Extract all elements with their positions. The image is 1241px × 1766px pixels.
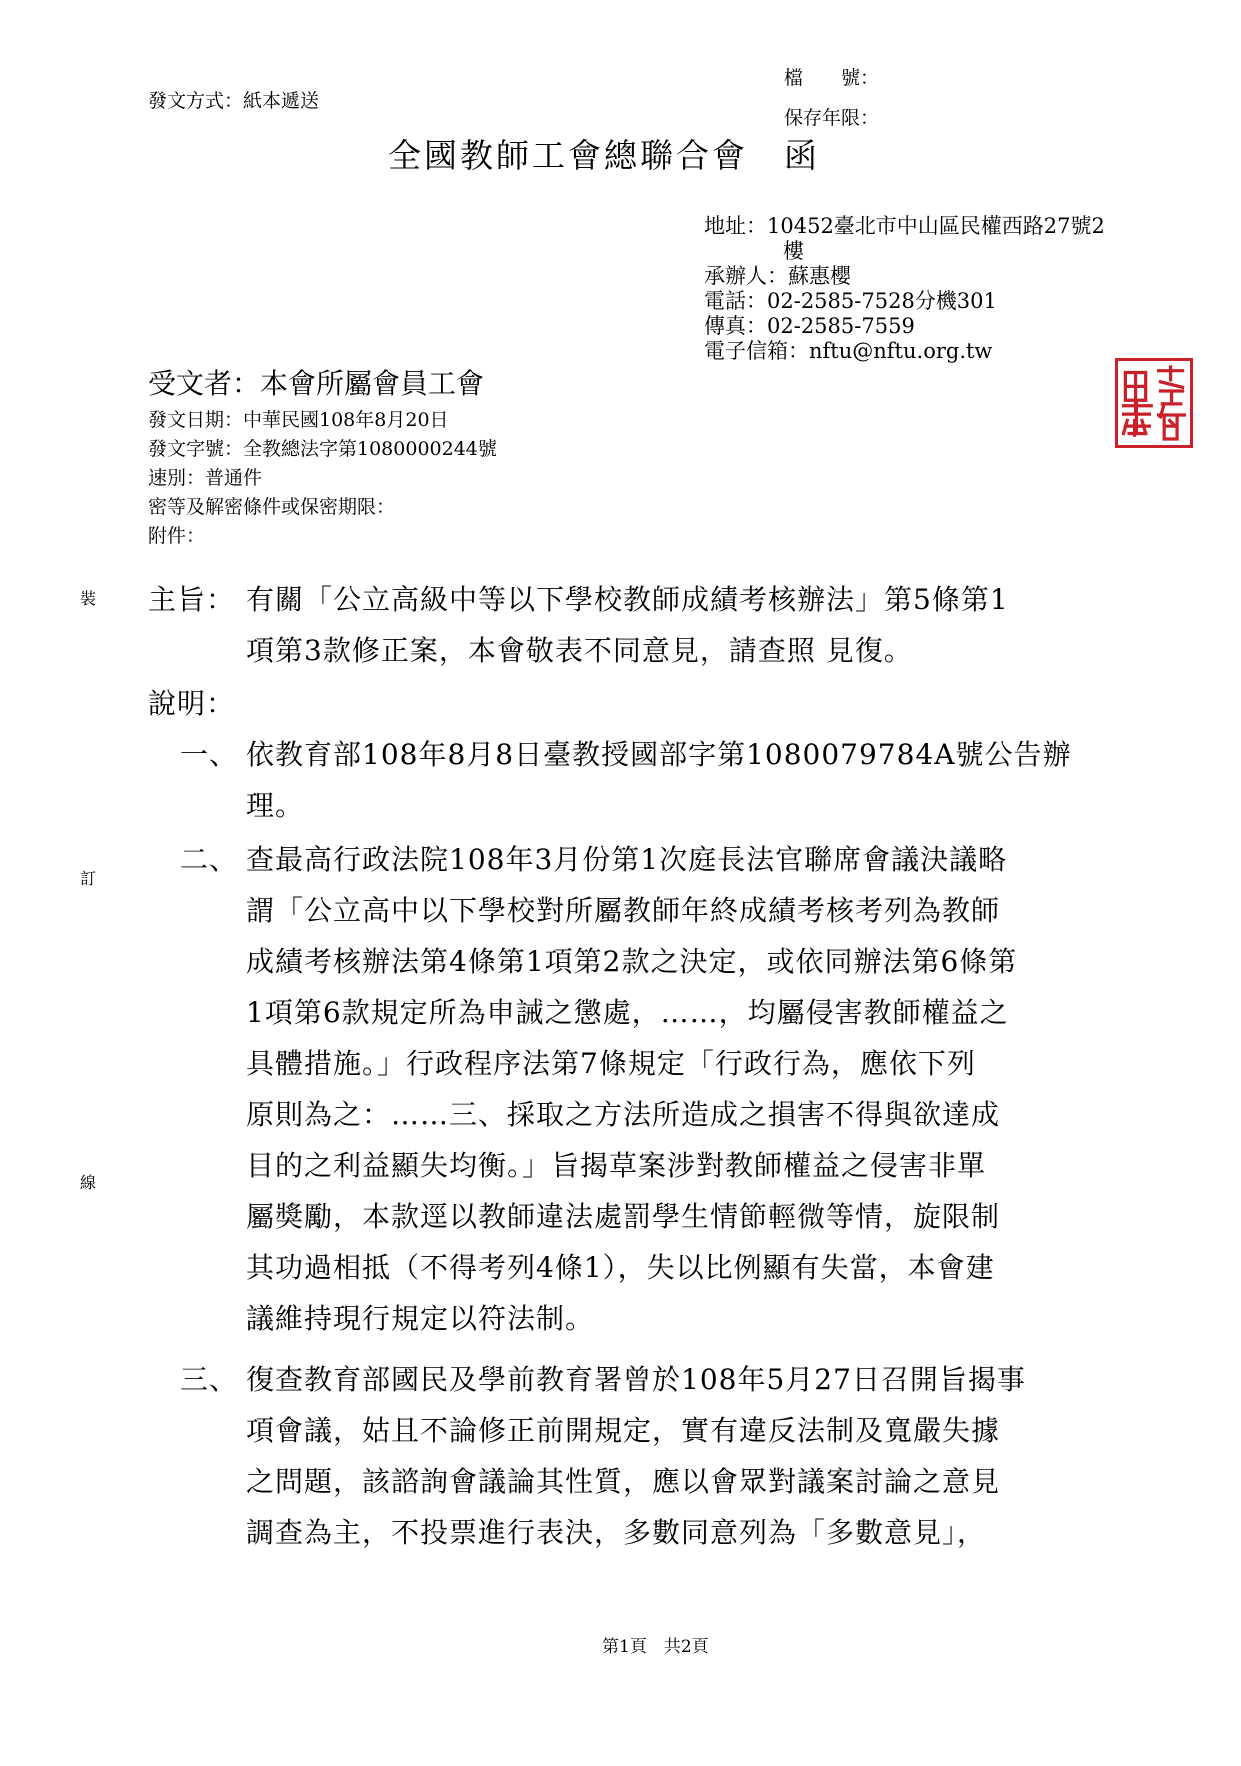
address-line-1: 地址：10452臺北市中山區民權西路27號2 <box>704 214 1105 238</box>
document-title: 全國教師工會總聯合會 函 <box>388 136 820 175</box>
retention-period: 保存年限： <box>784 107 880 129</box>
margin-mark-line: 線 <box>80 1173 97 1192</box>
recipient: 受文者：本會所屬會員工會 <box>148 367 485 400</box>
subject-label: 主旨： <box>148 583 236 616</box>
item-number: 一、 <box>180 738 239 771</box>
attachment: 附件： <box>148 525 206 547</box>
explanation-item-3 <box>246 1354 1116 1558</box>
margin-mark-staple: 訂 <box>80 869 97 888</box>
item-line: 查最高行政法院108年3月份第1次庭長法官聯席會議決議略 <box>246 843 1008 876</box>
item-line: 其功過相抵（不得考列4條1），失以比例顯有失當，本會建 <box>246 1251 995 1284</box>
address-line-2: 樓 <box>783 239 804 263</box>
item-line: 原則為之：……三、採取之方法所造成之損害不得與欲達成 <box>246 1098 1001 1131</box>
email: 電子信箱：nftu@nftu.org.tw <box>704 339 993 363</box>
item-number: 二、 <box>180 843 239 876</box>
item-number: 三、 <box>180 1363 239 1396</box>
speed-class: 速別：普通件 <box>148 467 263 489</box>
subject-line: 有關「公立高級中等以下學校教師成績考核辦法」第5條第1 <box>246 583 1009 616</box>
item-line: 目的之利益顯失均衡。」旨揭草案涉對教師權益之侵害非單 <box>246 1149 987 1182</box>
item-line: 復查教育部國民及學前教育署曾於108年5月27日召開旨揭事 <box>246 1363 1026 1396</box>
explanation-item-1 <box>246 729 1116 831</box>
item-line: 調查為主，不投票進行表決，多數同意列為「多數意見」， <box>246 1516 987 1549</box>
explanation-item-2 <box>246 834 1116 1344</box>
file-number: 檔 號： <box>784 67 880 89</box>
item-line: 具體措施。」行政程序法第7條規定「行政行為，應依下列 <box>246 1047 976 1080</box>
item-line: 謂「公立高中以下學校對所屬教師年終成績考核考列為教師 <box>246 894 1001 927</box>
subject-line: 項第3款修正案，本會敬表不同意見，請查照 見復。 <box>246 634 913 667</box>
item-line: 理。 <box>246 789 305 822</box>
margin-mark-bind: 裝 <box>80 589 97 608</box>
explanation-label: 說明： <box>148 687 236 720</box>
security-class: 密等及解密條件或保密期限： <box>148 496 396 518</box>
subject-body <box>246 574 1116 676</box>
item-line: 成績考核辦法第4條第1項第2款之決定，或依同辦法第6條第 <box>246 945 1018 978</box>
item-line: 屬獎勵，本款逕以教師違法處罰學生情節輕微等情，旋限制 <box>246 1200 1001 1233</box>
fax: 傳真：02-2585-7559 <box>704 314 915 338</box>
item-line: 依教育部108年8月8日臺教授國部字第1080079784A號公告辦 <box>246 738 1072 771</box>
item-line: 項會議，姑且不論修正前開規定，實有違反法制及寬嚴失據 <box>246 1414 1001 1447</box>
official-seal <box>1115 358 1193 448</box>
page-number: 第1頁 共2頁 <box>602 1637 709 1657</box>
item-line: 1項第6款規定所為申誡之懲處，……，均屬侵害教師權益之 <box>246 996 1009 1029</box>
seal-stamp-icon <box>1118 361 1190 445</box>
item-line: 議維持現行規定以符法制。 <box>246 1302 595 1335</box>
send-method: 發文方式：紙本遞送 <box>148 90 320 112</box>
document-number: 發文字號：全教總法字第1080000244號 <box>148 438 497 460</box>
item-line: 之問題，該諮詢會議論其性質，應以會眾對議案討論之意見 <box>246 1465 1001 1498</box>
issue-date: 發文日期：中華民國108年8月20日 <box>148 409 449 431</box>
handler: 承辦人：蘇惠櫻 <box>704 264 851 288</box>
phone: 電話：02-2585-7528分機301 <box>704 289 997 313</box>
